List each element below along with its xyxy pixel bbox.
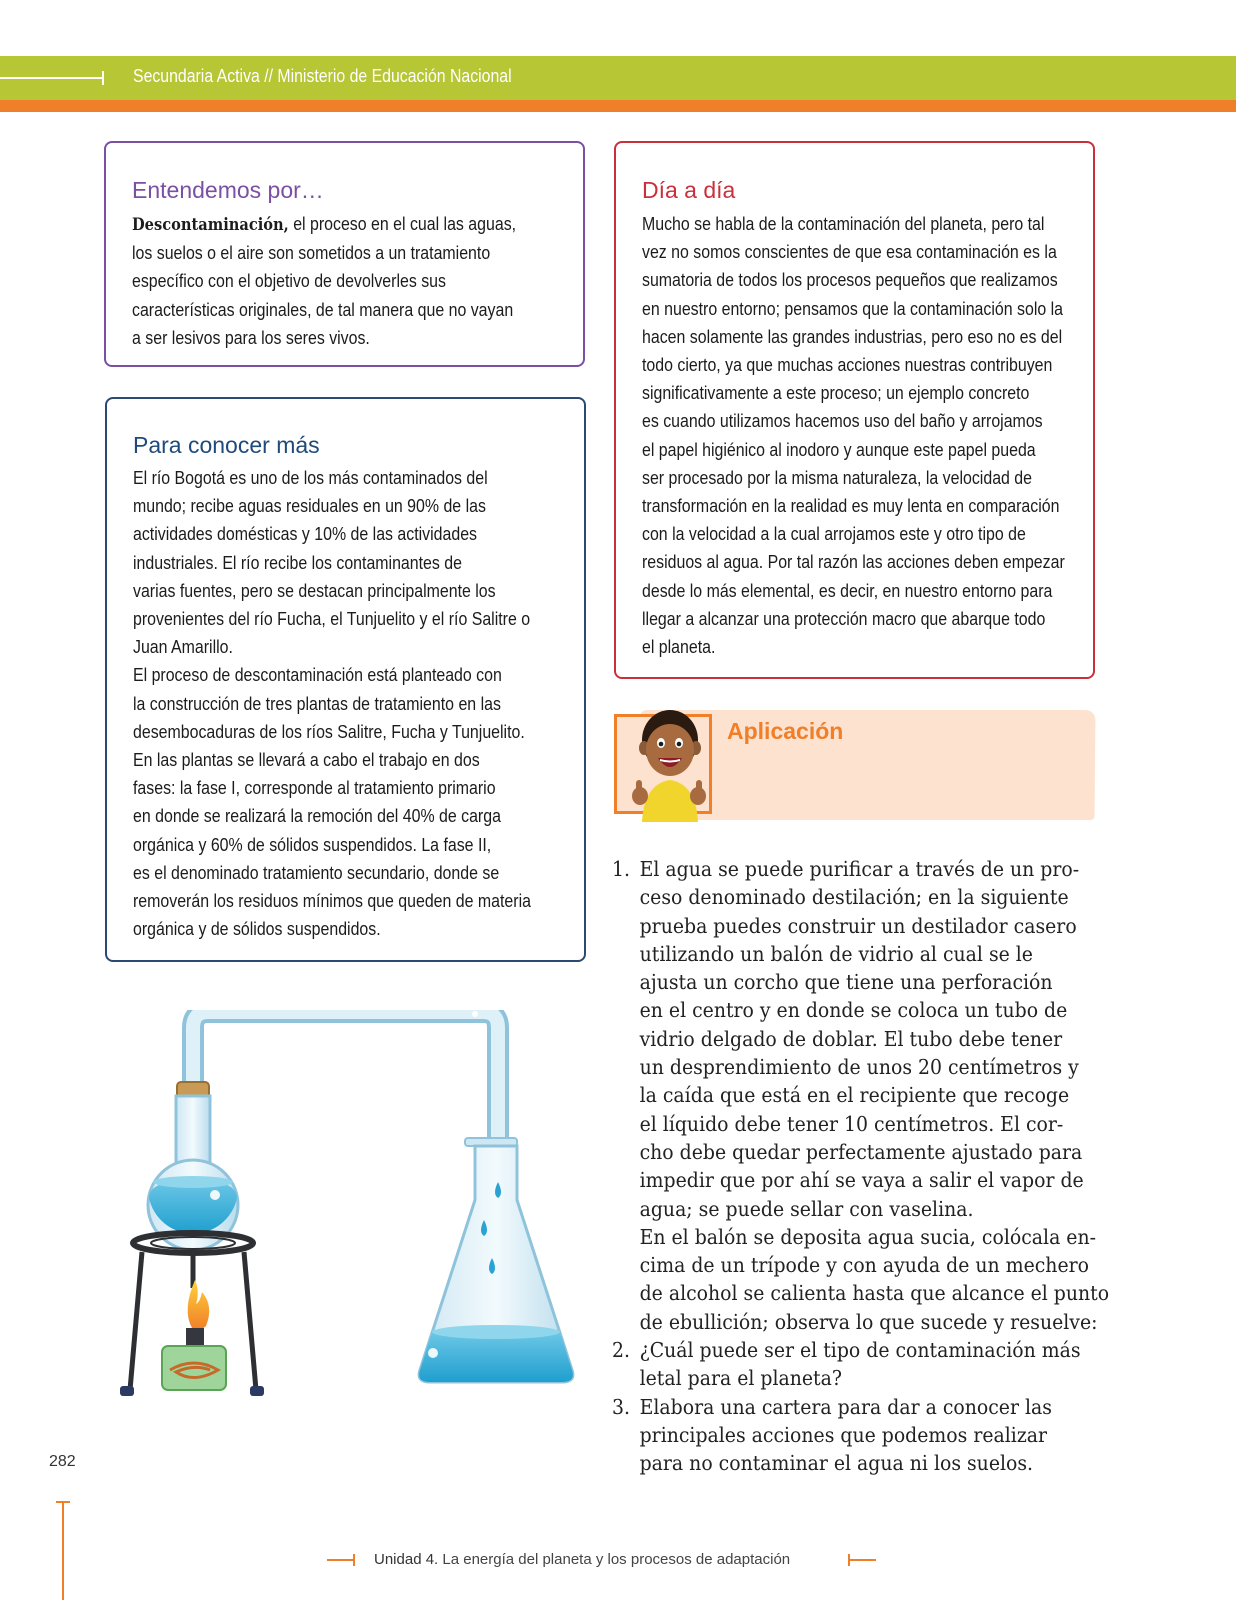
conocer-line: provenientes del río Fucha, el Tunjuelito y el río Salitre o [133,608,531,630]
dia-line: transformación en la realidad es muy lenta en comparación [642,495,1060,517]
footer-left-line [327,1559,354,1561]
dia-line: hacen solamente las grandes industrias, pero eso no es del [642,325,1063,347]
student-avatar-icon [628,704,716,822]
list-item-line: prueba puedes construir un destilador casero [639,913,1077,938]
list-item-line: ceso denominado destilación; en la siguiente [639,885,1069,910]
footer-unit: Unidad 4. [374,1551,439,1568]
dia-line: es cuando utilizamos hacemos uso del baño y arrojamos [642,410,1043,432]
conocer-line: Juan Amarillo. [133,636,233,658]
list-item-line: en el centro y en donde se coloca un tubo de [639,998,1068,1023]
list-item-line: El agua se puede purificar a través de un pro- [639,857,1080,881]
entendemos-title: Entendemos por… [132,177,324,203]
dia-line: con la velocidad a la cual arrojamos este y otro tipo de [642,523,1026,545]
footer-left-tick [353,1554,355,1566]
footer-unit-title [374,1551,790,1568]
entendemos-text [132,210,562,352]
list-item-number: 2. [612,1338,630,1363]
dia-line: el papel higiénico al inodoro y aunque este papel pueda [642,438,1036,460]
footer-right-line [849,1559,876,1561]
footer-title: La energía del planeta y los procesos de adaptación [438,1551,791,1568]
dia-text [642,210,1072,661]
dia-line: vez no somos conscientes de que esa contaminación es la [642,241,1057,263]
distillation-illustration [120,1010,580,1440]
dia-line: llegar a alcanzar una protección macro que abarque todo [642,607,1046,629]
list-item-line: Elabora una cartera para dar a conocer las [639,1394,1052,1419]
list-item-line: agua; se puede sellar con vaselina. [639,1196,974,1221]
list-item [612,1336,1109,1393]
conocer-line: El río Bogotá es uno de los más contaminados del [133,467,488,488]
dia-line: el planeta. [642,636,716,658]
list-item-line: la caída que está en el recipiente que recoge [639,1083,1070,1108]
list-item-line: ¿Cuál puede ser el tipo de contaminación más [639,1338,1081,1363]
entendemos-term: Descontaminación, [132,215,289,235]
entendemos-line: a ser lesivos para los seres vivos. [132,326,370,348]
list-item-line: el líquido debe tener 10 centímetros. El cor- [639,1111,1064,1136]
header-line [0,77,103,79]
dia-line: Mucho se habla de la contaminación del planeta, pero tal [642,213,1045,234]
header-title: Secundaria Activa // Ministerio de Educación Nacional [133,66,512,86]
list-item-line: utilizando un balón de vidrio al cual se le [639,941,1033,966]
list-item-line: vidrio delgado de doblar. El tubo debe tener [639,1026,1063,1051]
dia-line: todo cierto, ya que muchas acciones nuestras contribuyen [642,354,1053,376]
list-item-line: principales acciones que podemos realizar [639,1422,1048,1447]
aplicacion-title: Aplicación [727,718,844,744]
entendemos-line: características originales, de tal manera que no vayan [132,298,514,320]
dia-line: ser procesado por la misma naturaleza, la velocidad de [642,466,1033,488]
dia-line: residuos al agua. Por tal razón las acciones deben empezar [642,551,1065,573]
list-item-number: 1. [612,857,630,881]
list-item-line: de ebullición; observa lo que sucede y resuelve: [639,1309,1098,1334]
header-tick [102,71,104,85]
list-item-line: impedir que por ahí se vaya a salir el vapor de [639,1168,1084,1193]
conocer-line: la construcción de tres plantas de tratamiento en las [133,692,501,714]
dia-line: desde lo más elemental, es decir, en nuestro entorno para [642,579,1053,601]
list-item [612,855,1109,1336]
list-item-line: para no contaminar el agua ni los suelos. [639,1451,1034,1476]
conocer-line: varias fuentes, pero se destacan principalmente los [133,579,496,601]
list-item-line: cho debe quedar perfectamente ajustado para [639,1139,1083,1164]
conocer-box [105,397,586,962]
list-item-line: En el balón se deposita agua sucia, colócala en- [639,1224,1096,1249]
entendemos-line: Descontaminación, el proceso en el cual las aguas, [132,213,517,235]
list-item-line: un desprendimiento de unos 20 centímetros y [639,1055,1079,1080]
entendemos-line: específico con el objetivo de devolverles sus [132,270,446,292]
conocer-line: es el denominado tratamiento secundario, donde se [133,861,500,883]
list-item-line: cima de un trípode y con ayuda de un mechero [639,1253,1089,1278]
alcohol-burner [162,1280,226,1390]
conocer-line: orgánica y de sólidos suspendidos. [133,918,381,940]
conocer-line: desembocaduras de los ríos Salitre, Fucha y Tunjuelito. [133,720,525,742]
list-item [612,1393,1109,1478]
header-orange-stripe [0,100,1236,112]
side-line [62,1502,64,1600]
conocer-line: industriales. El río recibe los contaminantes de [133,551,462,573]
list-item-line: de alcohol se calienta hasta que alcance el punto [639,1281,1110,1306]
dia-title: Día a día [642,177,736,203]
list-item-line: letal para el planeta? [639,1366,842,1391]
conocer-line: En las plantas se llevará a cabo el trabajo en dos [133,749,480,771]
conocer-title: Para conocer más [133,432,320,458]
conocer-line: actividades domésticas y 10% de las actividades [133,523,478,545]
conocer-line: removerán los residuos mínimos que queden de materia [133,890,531,912]
list-item-line: ajusta un corcho que tiene una perforación [639,970,1053,995]
entendemos-box [104,141,585,367]
dia-line: sumatoria de todos los procesos pequeños que realizamos [642,269,1058,291]
conocer-text [133,464,563,943]
erlenmeyer-flask [419,1138,573,1382]
conocer-line: fases: la fase I, corresponde al tratamiento primario [133,777,496,799]
dia-line: significativamente a este proceso; un ejemplo concreto [642,382,1030,404]
conocer-line: El proceso de descontaminación está planteado con [133,664,502,686]
dia-line: en nuestro entorno; pensamos que la contaminación solo la [642,297,1064,319]
conocer-line: orgánica y 60% de sólidos suspendidos. La fase II, [133,833,492,855]
conocer-line: en donde se realizará la remoción del 40% de carga [133,805,501,827]
glass-tube [193,1011,498,1148]
entendemos-line: los suelos o el aire son sometidos a un tratamiento [132,242,491,264]
round-flask [148,1096,238,1250]
page-number: 282 [49,1453,76,1470]
list-item-number: 3. [612,1394,630,1419]
aplicacion-list [612,855,1152,1478]
dia-box [614,141,1095,679]
conocer-line: mundo; recibe aguas residuales en un 90% de las [133,495,486,517]
